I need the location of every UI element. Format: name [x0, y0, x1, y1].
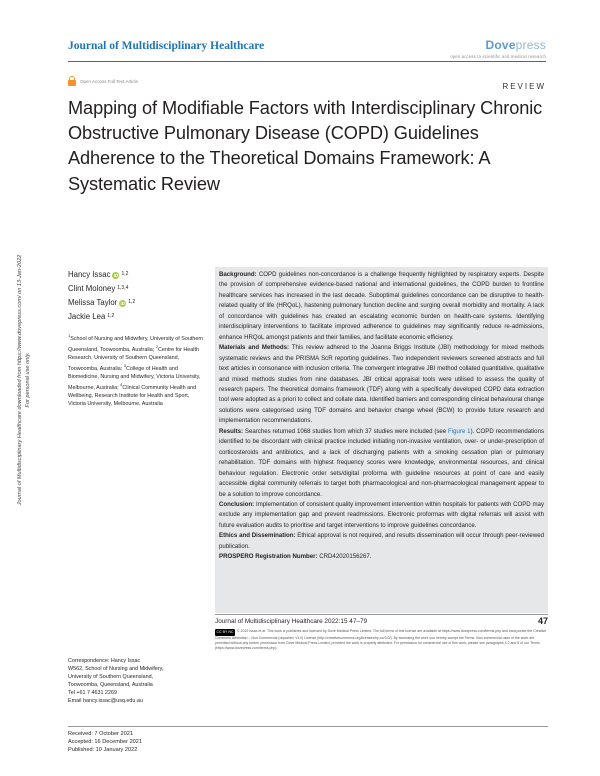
published-date: Published: 10 January 2022	[68, 747, 138, 753]
abstract-results	[219, 427, 544, 500]
author-affiliation-ref: 1,2	[107, 313, 115, 319]
abstract-label: Materials and Methods:	[219, 344, 290, 352]
abstract-label: PROSPERO Registration Number:	[219, 553, 318, 561]
abstract-background	[219, 270, 544, 343]
author-name: Clint Moloney	[68, 284, 116, 293]
open-access-label: Open Access Full Text Article	[80, 78, 138, 84]
license-body: © 2022 Issac et al. This work is published and licensed by Dove Medical Press Limited. The full terms of this license are available at https://www.dovepress.com/terms.php and incorporate the Creative Commons Attribution – Non Commercial (unported, v3.0) License (http://creativecommons.org/licenses/by-nc/3.0/). By accessing the work you hereby accept the Terms. Non-commercial uses of the work are permitted without any further permission from Dove Medical Press Limited, provided the work is properly attributed. For permission for commercial use of this work, please see paragraphs 4.2 and 5 of our Terms (https://www.dovepress.com/terms.php).	[215, 629, 547, 651]
side-note-line1: Journal of Multidisciplinary Healthcare downloaded from https://www.dovepress.com/ on 13-Jan-2022	[17, 254, 23, 506]
abstract-conclusion	[219, 500, 544, 531]
correspondence-name: Correspondence: Hancy Issac	[68, 658, 141, 664]
abstract-text: Implementation of consistent quality improvement intervention within hospitals for patients with COPD may exclude any implementation gap and prevent readmissions. Electronic proformas with digital referrals will assist with future evaluation audits to prioritise and target interventions to improve guidelines concordance.	[219, 500, 544, 529]
article-type: REVIEW	[502, 82, 546, 91]
open-access-badge	[68, 76, 138, 86]
author	[68, 268, 135, 282]
publisher-tagline: open access to scientific and medical research	[450, 54, 546, 59]
abstract-text: COPD guidelines non-concordance is a challenge frequently highlighted by respiratory experts. Despite the provision of comprehensive evidence-based national and international guidelines, the COPD burden to frontline healthcare services has increased in the last decade. Suboptimal guidelines concordance can be disruptive to health-related quality of life (HRQoL), hastening pulmonary function decline and surging overall morbidity and mortality. A lack of concordance with guidelines has created an escalating economic burden on health-care systems. Identifying interdisciplinary interventions to facilitate improved adherence to guidelines may significantly reduce re-admissions, enhance HRQoL amongst patients and their families, and facilitate economic efficiency.	[219, 271, 544, 341]
abstract-label: Results:	[219, 427, 244, 435]
abstract-text: CRD42020156267.	[319, 553, 372, 561]
journal-citation[interactable]: Journal of Multidisciplinary Healthcare 2022:15 47–79	[215, 618, 368, 625]
download-side-note	[8, 165, 40, 595]
affiliation-4: Clinical Community Health and Wellbeing, Research Institute for Health and Sport, Victoria University, Melbourne, Australia	[68, 384, 197, 407]
abstract-methods	[219, 343, 544, 427]
abstract-text: This review adhered to the Joanna Briggs Institute (JBI) methodology for mixed methods systematic reviews and the PRISMA ScR reporting guidelines. Two independent reviewers screened abstracts and full text articles in consonance with inclusion criteria. The convergent integrative JBI method collated quantitative, qualitative and mixed methods studies from nine databases. JBI critical appraisal tools were utilised to assess the quality of research papers. The theoretical domains framework (TDF) along with a specifically developed COPD data extraction tool were adopted as a priori to collect and collate data. Identified barriers and corresponding clinical behavioural change solutions were categorised using TDF domains and behavior change wheel (BCW) to provide future research and implementation recommendations.	[219, 344, 544, 425]
abstract-label: Background:	[219, 271, 257, 278]
abstract-label: Conclusion:	[219, 500, 255, 508]
open-access-lock-icon	[68, 76, 76, 86]
author	[68, 282, 135, 296]
license-text	[215, 629, 548, 652]
abstract-box	[215, 267, 548, 613]
affiliations: $^1$School of Nursing and Midwifery, University of Southern Queensland, Toowoomba, Australia; $^2$Centre for Health Research, University of Southern Queensland, Toowoomba, Australia; $^3$College of Health and Biomedicine, Nursing and Midwifery, Victoria University, Melbourne, Australia; $^4$Clinical Community Health and Wellbeing, Research Institute for Health and Sport, Victoria University, Melbourne, Australia	[68, 333, 204, 407]
author	[68, 296, 135, 310]
journal-title[interactable]: Journal of Multidisciplinary Healthcare	[68, 40, 265, 52]
publisher-logo[interactable]	[450, 38, 546, 59]
author-affiliation-ref: 1,2	[128, 299, 136, 305]
publication-dates	[68, 730, 142, 754]
correspondence	[68, 657, 208, 706]
cc-license-icon[interactable]: CC BY NC	[216, 630, 234, 634]
footer-rule	[215, 614, 548, 615]
author-affiliation-ref: 1,3,4	[117, 285, 129, 291]
article-title: Mapping of Modifiable Factors with Interdisciplinary Chronic Obstructive Pulmonary Disease (COPD) Guidelines Adherence to the Theoretical Domains Framework: A Systematic Review	[68, 98, 543, 194]
orcid-icon[interactable]: iD	[113, 272, 119, 278]
abstract-text: Searches returned 1068 studies from which 37 studies were included (see	[244, 427, 449, 435]
side-note-line2: For personal use only.	[25, 352, 31, 408]
affiliation-3: College of Health and Biomedicine, Nursing and Midwifery, Victoria University, Melbourne, Australia;	[68, 365, 201, 391]
publisher-suffix: press	[515, 38, 546, 52]
correspondence-email[interactable]: Email hancy.issac@usq.edu.au	[68, 698, 143, 705]
figure-1-link[interactable]: Figure 1	[448, 427, 471, 435]
author-list	[68, 268, 135, 324]
correspondence-address: Toowoomba, Queensland, Australia	[68, 682, 153, 689]
abstract-label: Ethics and Dissemination:	[219, 532, 296, 540]
author-name: Jackie Lea	[68, 312, 106, 321]
abstract-prospero	[219, 552, 544, 562]
dates-rule	[68, 726, 548, 727]
publisher-main: Dove	[485, 38, 516, 52]
orcid-icon[interactable]: iD	[120, 300, 126, 306]
correspondence-phone: Tel +61 7 4631 2269	[68, 690, 118, 697]
author-name: Melissa Taylor	[68, 298, 118, 307]
accepted-date: Accepted: 16 December 2021	[68, 739, 143, 745]
header-rule	[68, 61, 546, 62]
author-affiliation-ref: 1,2	[121, 271, 129, 277]
page-number: 47	[537, 616, 548, 626]
author-name: Hancy Issac	[68, 270, 111, 279]
correspondence-address: University of Southern Queensland,	[68, 674, 154, 681]
author	[68, 310, 135, 324]
affiliation-1: School of Nursing and Midwifery, University of Southern Queensland, Toowoomba, Australia;	[68, 335, 204, 353]
correspondence-address: W562, School of Nursing and Midwifery,	[68, 666, 164, 673]
affiliation-2: Centre for Health Research, University of Southern Queensland, Toowoomba, Australia;	[68, 346, 200, 372]
abstract-ethics	[219, 531, 544, 552]
received-date: Received: 7 October 2021	[68, 731, 133, 737]
abstract-text: ). COPD recommendations identified to be discordant with clinical practice included initiating non-invasive ventilation, over- or under-prescription of corticosteroids and antibiotics, and a lack of discharging patients with a smoking cessation plan or pulmonary rehabilitation. TDF domains with highest frequency scores were knowledge, environmental resources, and clinical behaviour regulation. Electronic order sets/digital proforma with guideline resources at point of care and easily accessible digital community referrals to target both pharmacological and non-pharmacological management appear to be a solution to improve concordance.	[219, 427, 545, 498]
abstract-text: Ethical approval is not required, and results dissemination will occur through peer-reviewed publication.	[219, 532, 544, 550]
